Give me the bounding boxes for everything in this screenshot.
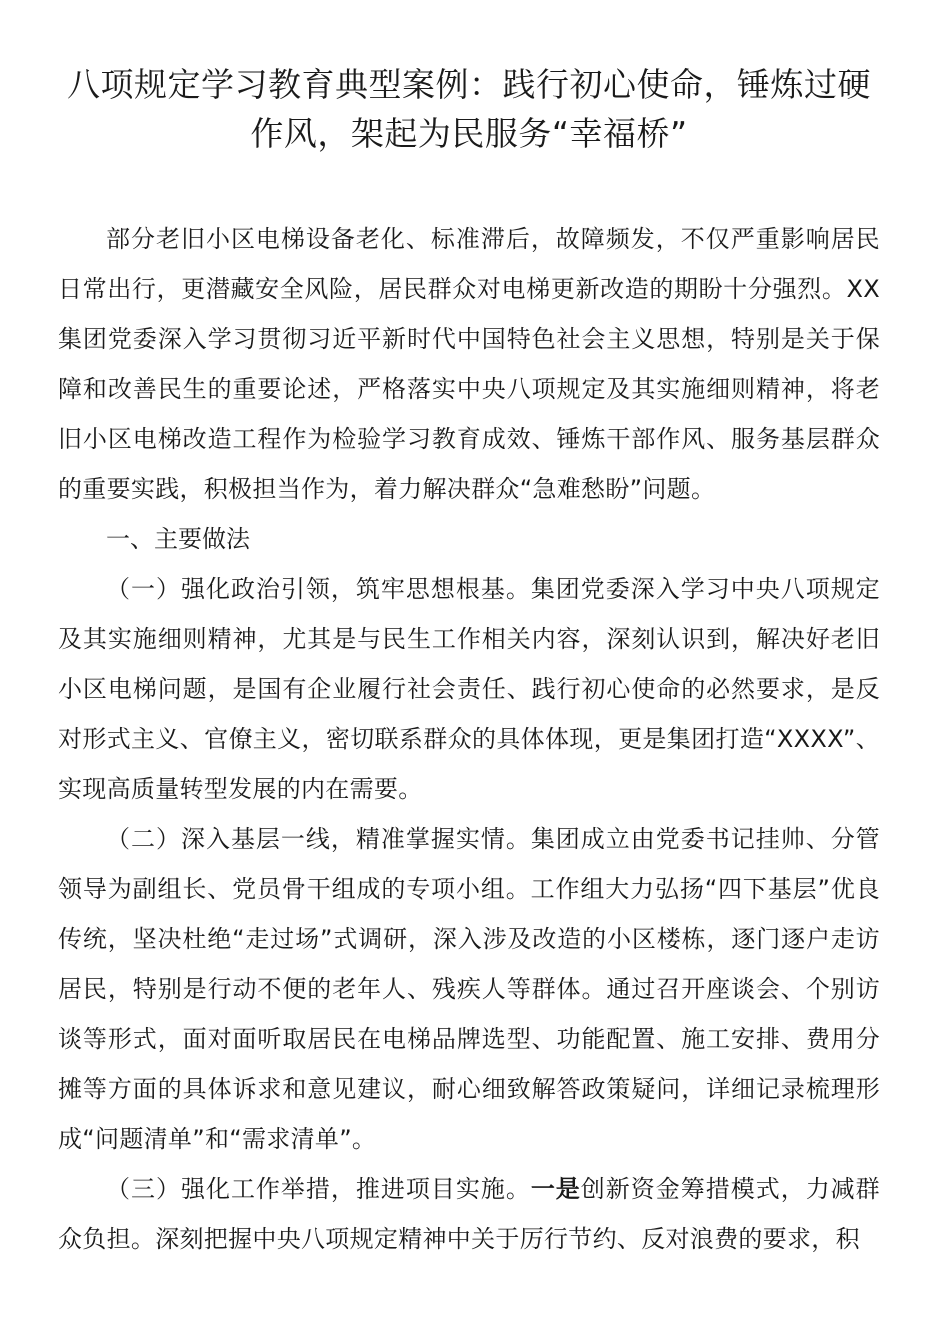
document-title: 八项规定学习教育典型案例：践行初心使命，锤炼过硬作风，架起为民服务“幸福桥” xyxy=(67,65,871,153)
paragraph-work-measures-lead: （三）强化工作举措，推进项目实施。 xyxy=(106,1175,531,1203)
paragraph-political-guidance: （一）强化政治引领，筑牢思想根基。集团党委深入学习中央八项规定及其实施细则精神，尤其是与民生工作相关内容，深刻认识到，解决好老旧小区电梯问题，是国有企业履行社会责任、践行初心使命的必然要求，是反对形式主义、官僚主义，密切联系群众的具体体现，更是集团打造“XXXX”、实现高质量转型发展的内在需要。 xyxy=(58,575,880,803)
paragraph-work-measures-rest: 创新资金筹措模式，力减群众负担。深刻把握中央八项规定精神中关于厉行节约、反对浪费的要求，积 xyxy=(58,1175,880,1253)
section-heading-main-practices: 一、主要做法 xyxy=(106,525,250,553)
paragraph-grassroots-research: （二）深入基层一线，精准掌握实情。集团成立由党委书记挂帅、分管领导为副组长、党员骨干组成的专项小组。工作组大力弘扬“四下基层”优良传统，坚决杜绝“走过场”式调研，深入涉及改造的小区楼栋，逐门逐户走访居民，特别是行动不便的老年人、残疾人等群体。通过召开座谈会、个别访谈等形式，面对面听取居民在电梯品牌选型、功能配置、施工安排、费用分摊等方面的具体诉求和意见建议，耐心细致解答政策疑问，详细记录梳理形成“问题清单”和“需求清单”。 xyxy=(58,825,880,1153)
document-body xyxy=(58,214,880,1264)
paragraph-work-measures xyxy=(58,1164,880,1264)
document-page xyxy=(58,60,880,1264)
paragraph-work-measures-bold: 一是 xyxy=(530,1175,581,1203)
intro-paragraph: 部分老旧小区电梯设备老化、标准滞后，故障频发，不仅严重影响居民日常出行，更潜藏安全风险，居民群众对电梯更新改造的期盼十分强烈。XX集团党委深入学习贯彻习近平新时代中国特色社会主义思想，特别是关于保障和改善民生的重要论述，严格落实中央八项规定及其实施细则精神，将老旧小区电梯改造工程作为检验学习教育成效、锤炼干部作风、服务基层群众的重要实践，积极担当作为，着力解决群众“急难愁盼”问题。 xyxy=(58,225,880,503)
